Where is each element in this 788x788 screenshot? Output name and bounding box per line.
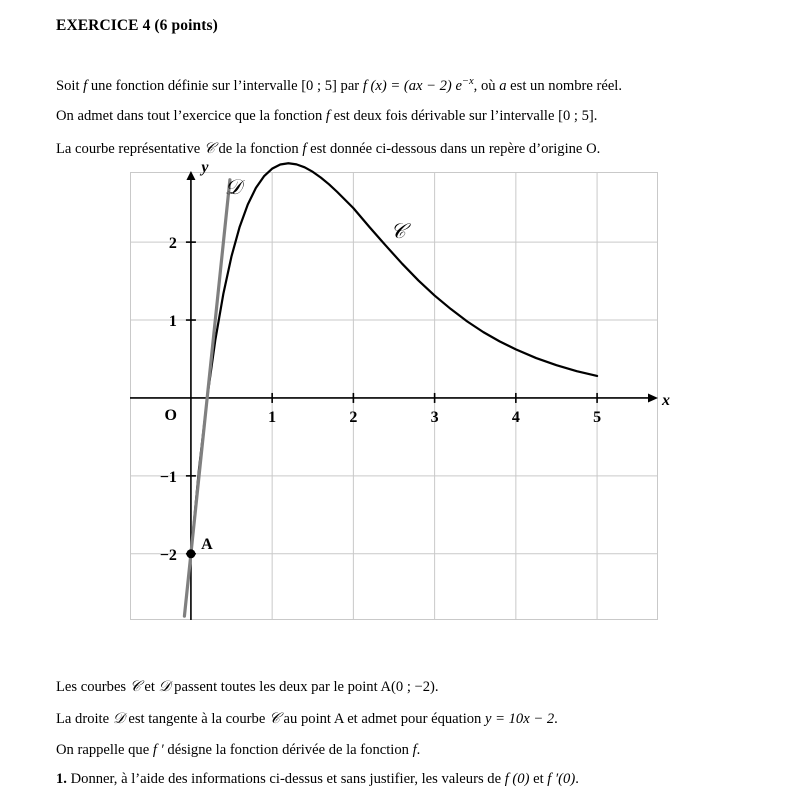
x-tick-label: 3 [430,408,439,426]
text-fragment: , où [473,77,500,94]
tangent-equation: y = 10x − 2 [485,711,555,727]
curve-label-d: 𝒟 [224,174,242,199]
text-fragment: désigne la fonction dérivée de la fonction [163,742,413,758]
text-fragment: est deux fois dérivable sur l’intervalle [0 ; 5]. [329,108,598,124]
function-symbol-f: f [325,108,330,124]
formula-fx: f (x) = (ax − 2) e [362,77,462,94]
point-a-label: A [201,535,213,553]
text-fragment: est tangente à la courbe [124,711,269,727]
statement-line-2 [56,107,597,125]
function-symbol-f: f [412,742,417,758]
question-1 [56,770,579,788]
statement-line-3 [56,139,600,158]
curve-symbol-d: 𝒟 [158,677,171,695]
statement-line-1 [56,75,622,95]
text-fragment: et [529,771,548,787]
text-fragment: . [575,771,579,787]
x-tick-label: 4 [511,408,520,426]
y-tick-label: −1 [159,468,177,486]
text-fragment: La courbe représentative [56,141,204,157]
x-tick-label: 5 [593,408,602,426]
derivative-symbol: f ′ [152,742,164,758]
origin-label: O [164,406,177,424]
function-symbol-f: f [302,141,307,157]
y-tick-label: −2 [159,546,177,564]
parameter-a: a [499,77,507,94]
text-fragment: . [554,711,558,727]
y-tick-label: 1 [168,313,177,331]
curve-label-c: 𝒞 [390,219,406,244]
statement-line-5 [56,709,558,728]
chart-svg [130,159,670,620]
x-axis-label: x [662,391,670,409]
text-fragment: est donnée ci-dessous dans un repère d’origine O. [306,141,601,157]
curve-symbol-c: 𝒞 [203,139,215,157]
text-fragment: On rappelle que [56,742,153,758]
text-fragment: Les courbes [56,679,130,695]
statement-line-6 [56,741,420,759]
formula-exponent: −x [461,76,474,87]
text-fragment: au point A et admet pour équation [279,711,485,727]
value-fprime0: f ′(0) [547,771,576,787]
x-tick-label: 2 [349,408,358,426]
exercise-title: EXERCICE 4 (6 points) [56,17,218,34]
curve-symbol-d: 𝒟 [112,709,125,727]
text-fragment: et [140,679,159,695]
curve-symbol-c: 𝒞 [268,709,280,727]
text-fragment: est un nombre réel. [506,77,623,94]
text-fragment: Soit [56,77,84,94]
text-fragment: Donner, à l’aide des informations ci-dessus et sans justifier, les valeurs de [66,771,505,787]
text-fragment: de la fonction [214,141,303,157]
point-a-marker [186,549,195,558]
text-fragment: une fonction définie sur l’intervalle [0 ; 5] par [87,77,363,94]
curve-symbol-c: 𝒞 [129,677,141,695]
y-tick-label: 2 [168,235,177,253]
function-symbol-f: f [83,77,88,94]
statement-line-4 [56,677,439,696]
text-fragment: On admet dans tout l’exercice que la fonction [56,108,326,124]
y-axis-label: y [201,159,209,176]
question-number: 1. [56,771,67,787]
text-fragment: passent toutes les deux par le point A(0 ; −2). [170,679,439,695]
graph-figure [130,159,670,620]
x-tick-label: 1 [268,408,277,426]
value-f0: f (0) [504,771,530,787]
text-fragment: La droite [56,711,113,727]
text-fragment: . [416,742,421,758]
